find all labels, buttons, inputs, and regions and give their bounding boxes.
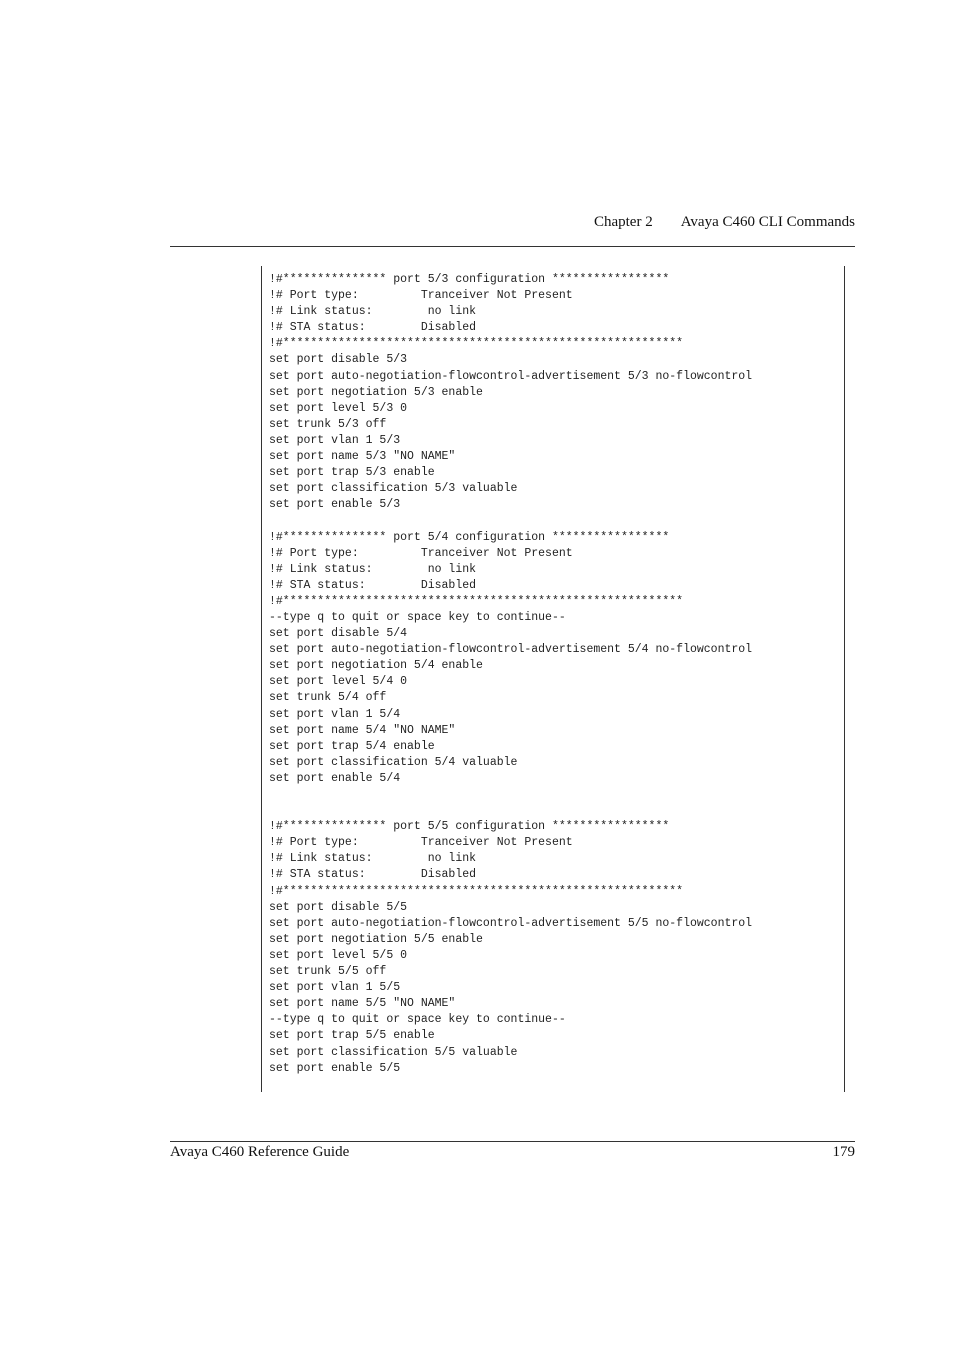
code-line: !# STA status: Disabled (269, 321, 477, 335)
code-line (269, 803, 839, 819)
code-line: set port vlan 1 5/5 (269, 981, 401, 995)
code-line: set port enable 5/4 (269, 771, 401, 785)
code-line: set port classification 5/5 valuable (269, 1045, 518, 1059)
code-line: --type q to quit or space key to continue-- (269, 1013, 566, 1027)
code-line: !#********************************************************** (269, 594, 684, 608)
code-line: !# Link status: no link (269, 852, 477, 866)
code-line: !#********************************************************** (269, 884, 684, 898)
code-line: set port negotiation 5/5 enable (269, 932, 483, 946)
code-line: set port classification 5/3 valuable (269, 482, 518, 496)
page-footer (170, 1144, 855, 1161)
code-line: !# Link status: no link (269, 305, 477, 319)
footer-divider (170, 1141, 855, 1142)
guide-title: Avaya C460 Reference Guide (170, 1144, 350, 1160)
code-line: set port level 5/3 0 (269, 401, 408, 415)
code-line: set port auto-negotiation-flowcontrol-advertisement 5/5 no-flowcontrol (269, 916, 753, 930)
code-line: set port negotiation 5/4 enable (269, 659, 483, 673)
code-line: set port vlan 1 5/3 (269, 433, 401, 447)
code-line: set port name 5/5 "NO NAME" (269, 997, 456, 1011)
code-line: set port disable 5/5 (269, 900, 408, 914)
chapter-title: Avaya C460 CLI Commands (680, 214, 855, 230)
code-line: !#********************************************************** (269, 337, 684, 351)
code-line: set port vlan 1 5/4 (269, 707, 401, 721)
code-line: !#*************** port 5/5 configuration ***************** (269, 820, 670, 834)
code-line: !#*************** port 5/4 configuration ***************** (269, 530, 670, 544)
code-line: !# Port type: Tranceiver Not Present (269, 546, 573, 560)
code-line: set port trap 5/5 enable (269, 1029, 435, 1043)
code-listing (269, 272, 839, 1077)
code-line: set trunk 5/5 off (269, 965, 387, 979)
code-line: !#*************** port 5/3 configuration ***************** (269, 273, 670, 286)
code-line: !# STA status: Disabled (269, 868, 477, 882)
page-number: 179 (832, 1144, 855, 1160)
code-line: !# Port type: Tranceiver Not Present (269, 836, 573, 850)
code-line: set port name 5/3 "NO NAME" (269, 450, 456, 464)
code-line: set port name 5/4 "NO NAME" (269, 723, 456, 737)
code-line: set port negotiation 5/3 enable (269, 385, 483, 399)
code-line: !# Link status: no link (269, 562, 477, 576)
code-line: set port classification 5/4 valuable (269, 755, 518, 769)
code-line: !# Port type: Tranceiver Not Present (269, 289, 573, 303)
page-header (170, 214, 855, 238)
header-divider (170, 246, 855, 247)
code-line (269, 513, 839, 529)
code-line: set trunk 5/4 off (269, 691, 387, 705)
code-line: set port trap 5/3 enable (269, 466, 435, 480)
code-line: set trunk 5/3 off (269, 417, 387, 431)
code-line: set port auto-negotiation-flowcontrol-advertisement 5/4 no-flowcontrol (269, 643, 753, 657)
code-line: !# STA status: Disabled (269, 578, 477, 592)
code-line: set port level 5/4 0 (269, 675, 408, 689)
code-line: set port enable 5/5 (269, 1061, 401, 1075)
chapter-label: Chapter 2 (593, 214, 653, 230)
code-line: set port disable 5/3 (269, 353, 408, 367)
code-line: set port level 5/5 0 (269, 948, 408, 962)
code-line: set port auto-negotiation-flowcontrol-advertisement 5/3 no-flowcontrol (269, 369, 753, 383)
code-line: set port trap 5/4 enable (269, 739, 435, 753)
code-line: --type q to quit or space key to continue-- (269, 610, 566, 624)
code-line: set port enable 5/3 (269, 498, 401, 512)
code-line (269, 787, 839, 803)
code-line: set port disable 5/4 (269, 627, 408, 641)
